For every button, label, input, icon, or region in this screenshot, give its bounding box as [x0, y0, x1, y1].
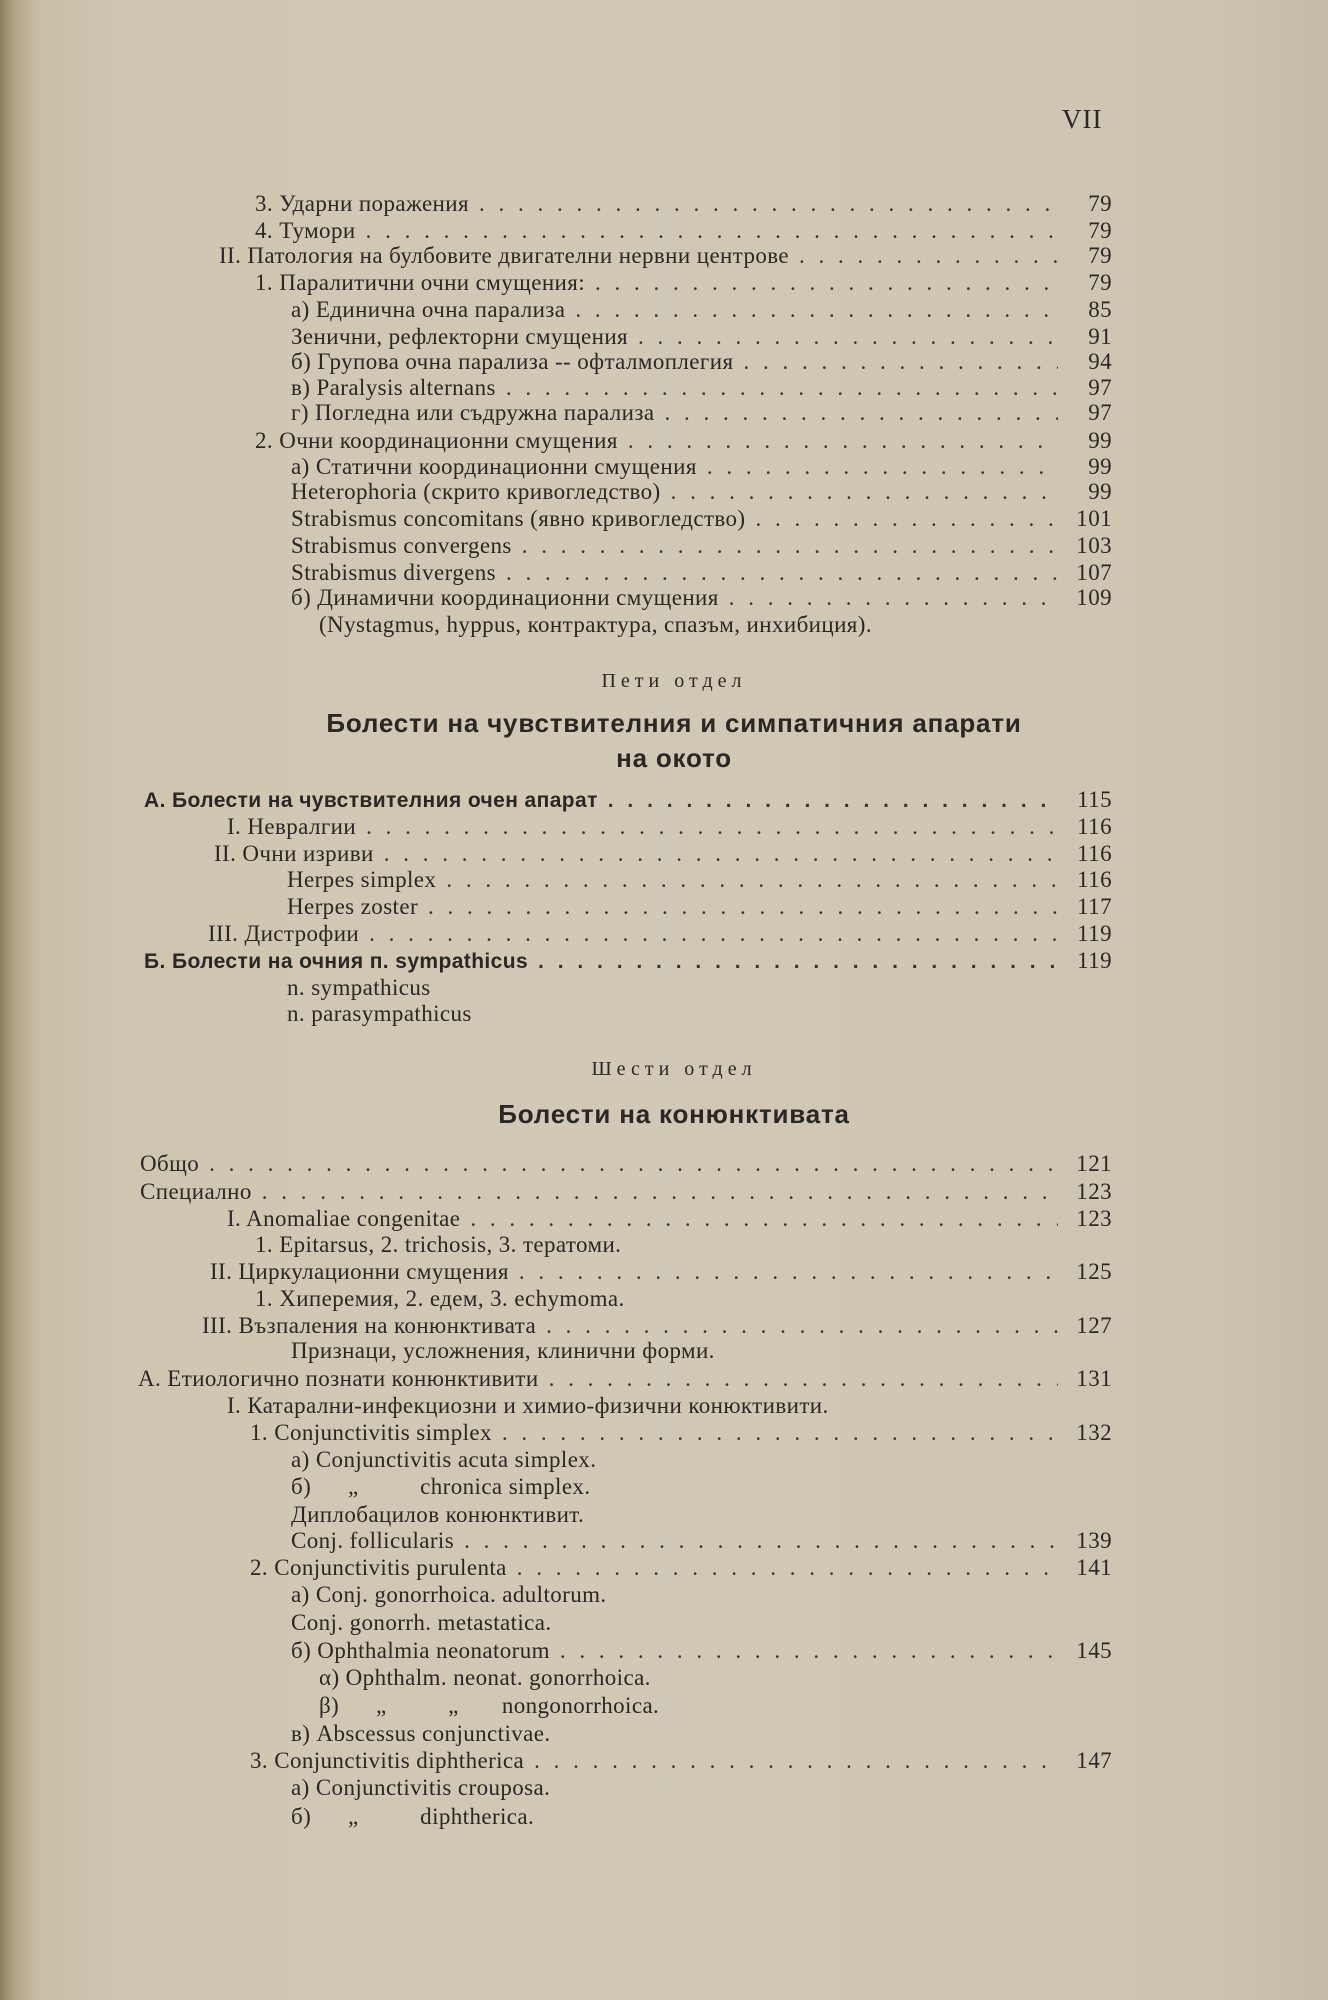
section-label: Шести отдел [591, 1058, 757, 1080]
entry-page: 132 [1076, 1420, 1112, 1445]
entry-page: 85 [1088, 297, 1112, 322]
entry-title: а) Единична очна парализа [291, 297, 566, 322]
entry-page: 97 [1088, 400, 1112, 425]
entry-title: Б. Болести на очния п. sympathicus [144, 950, 529, 973]
toc-subentry [319, 1663, 651, 1693]
entry-title: 4. Тумори [255, 218, 356, 243]
entry-title: б) „ chronica simplex. [291, 1474, 591, 1499]
entry-page: 139 [1076, 1528, 1112, 1553]
entry-page: 79 [1088, 191, 1112, 216]
toc-subentry [287, 999, 472, 1029]
entry-title: I. Anomaliae congenitae [227, 1206, 461, 1231]
entry-title: Herpes zoster [287, 894, 419, 919]
toc-subentry [291, 1773, 550, 1803]
entry-page: 107 [1076, 560, 1112, 585]
dot-leader [538, 947, 1058, 977]
entry-title: а) Conjunctivitis acuta simplex. [291, 1447, 597, 1472]
entry-title: n. sympathicus [287, 975, 431, 1000]
entry-title: 2. Conjunctivitis purulenta [250, 1555, 507, 1580]
entry-page: 116 [1077, 841, 1112, 866]
section-label: Пети отдел [601, 670, 747, 692]
toc-subentry [291, 1580, 607, 1610]
entry-title: n. parasympathicus [287, 1001, 472, 1026]
toc-entry [140, 1149, 1112, 1179]
dot-leader [479, 189, 1058, 219]
toc-entry [287, 865, 1112, 895]
toc-subentry [319, 610, 872, 640]
entry-page: 147 [1076, 1748, 1112, 1773]
entry-title: Признаци, усложнения, клинични форми. [291, 1338, 715, 1363]
toc-subentry [291, 1336, 715, 1366]
entry-page: 123 [1076, 1206, 1112, 1231]
entry-title: б) Групова очна парализа -- офталмоплегия [291, 349, 734, 374]
dot-leader [262, 1177, 1058, 1207]
toc-entry [219, 241, 1112, 271]
entry-page: 125 [1076, 1259, 1112, 1284]
entry-page: 79 [1088, 270, 1112, 295]
entry-title: 3. Conjunctivitis diphtherica [250, 1748, 525, 1773]
toc-subentry [291, 1445, 596, 1475]
toc-entry [291, 504, 1112, 534]
entry-title: в) Paralysis alternans [291, 375, 496, 400]
toc-subentry [255, 1284, 625, 1314]
entry-title: II. Патология на булбовите двигателни нервни центрове [219, 243, 790, 268]
entry-title: β) „ „ nongonorrhoica. [319, 1693, 660, 1718]
entry-title: II. Циркулационни смущения [210, 1259, 509, 1284]
entry-title: б) „ diphtherica. [291, 1804, 535, 1829]
dot-leader [560, 1636, 1058, 1666]
entry-title: III. Дистрофии [208, 921, 360, 946]
entry-page: 116 [1077, 867, 1112, 892]
dot-leader [369, 919, 1058, 949]
entry-title: 1. Epitarsus, 2. trichosis, 3. тератоми. [255, 1232, 622, 1257]
entry-page: 97 [1088, 375, 1112, 400]
dot-leader [522, 531, 1058, 561]
entry-page: 117 [1077, 894, 1112, 919]
entry-page: 121 [1076, 1151, 1112, 1176]
entry-page: 99 [1088, 479, 1112, 504]
entry-title: Heterophoria (скрито кривогледство) [291, 479, 661, 504]
entry-page: 127 [1076, 1313, 1112, 1338]
entry-title: Herpes simplex [287, 867, 437, 892]
toc-entry [140, 1177, 1112, 1207]
entry-page: 131 [1076, 1366, 1112, 1391]
entry-page: 116 [1077, 814, 1112, 839]
toc-entry [291, 398, 1112, 428]
entry-title: г) Погледна или съдружна парализа [291, 400, 655, 425]
entry-page: 79 [1088, 218, 1112, 243]
toc-entry [138, 1364, 1112, 1394]
section-title-line2: на окото [616, 743, 732, 773]
entry-title: α) Ophthalm. neonat. gonorrhoica. [319, 1665, 651, 1690]
toc-subentry [227, 1391, 829, 1421]
entry-title: а) Conjunctivitis crouposa. [291, 1775, 551, 1800]
entry-title: I. Катарални-инфекциозни и химио-физични конюктивити. [227, 1393, 829, 1418]
entry-title: Диплобацилов конюнктивит. [291, 1502, 585, 1527]
entry-page: 115 [1077, 787, 1112, 812]
dot-leader [428, 892, 1058, 922]
entry-page: 109 [1076, 585, 1112, 610]
entry-page: 141 [1076, 1555, 1112, 1580]
entry-title: Conj. follicularis [291, 1528, 455, 1553]
toc-entry [250, 1553, 1112, 1583]
entry-title: III. Възпаления на конюнктивата [202, 1313, 537, 1338]
entry-title: Strabismus divergens [291, 560, 496, 585]
dot-leader [756, 504, 1059, 534]
entry-title: А. Болести на чувствителния очен апарат [144, 789, 598, 812]
dot-leader [519, 1257, 1058, 1287]
toc-entry [255, 268, 1112, 298]
entry-page: 79 [1088, 243, 1112, 268]
dot-leader [799, 241, 1058, 271]
toc-subentry [291, 1608, 552, 1638]
entry-page: 119 [1077, 921, 1112, 946]
entry-page: 99 [1088, 454, 1112, 479]
entry-page: 103 [1076, 533, 1112, 558]
dot-leader [671, 477, 1058, 507]
entry-title: Общо [140, 1151, 200, 1176]
dot-leader [366, 812, 1058, 842]
entry-title: б) Ophthalmia neonatorum [291, 1638, 550, 1663]
entry-page: 91 [1088, 324, 1112, 349]
toc-entry [291, 1526, 1112, 1556]
entry-page: 94 [1088, 349, 1112, 374]
section-title: Болести на конюнктивата [498, 1099, 850, 1129]
toc-entry [291, 531, 1112, 561]
dot-leader [502, 1418, 1058, 1448]
entry-title: б) Динамични координационни смущения [291, 585, 719, 610]
dot-leader [446, 865, 1058, 895]
entry-title: в) Abscessus conjunctivae. [291, 1721, 551, 1746]
entry-title: (Nystagmus, hyppus, контрактура, спазъм, инхибиция). [319, 612, 873, 637]
dot-leader [595, 268, 1058, 298]
toc-entry [227, 812, 1112, 842]
entry-title: а) Статични координационни смущения [291, 454, 697, 479]
dot-leader [664, 398, 1058, 428]
entry-title: 1. Паралитични очни смущения: [255, 270, 586, 295]
dot-leader [729, 583, 1058, 613]
entry-page: 99 [1088, 428, 1112, 453]
entry-page: 145 [1076, 1638, 1112, 1663]
entry-title: А. Етиологично познати конюнктивити [138, 1366, 539, 1391]
dot-leader [575, 295, 1058, 325]
entry-title: I. Невралгии [227, 814, 357, 839]
entry-title: Зенични, рефлекторни смущения [291, 324, 629, 349]
section-title: Болести на чувствителния и симпатичния апарати [326, 708, 1022, 738]
toc-entry [250, 1746, 1112, 1776]
toc-entry [208, 919, 1112, 949]
entry-title: а) Conj. gonorrhoica. adultorum. [291, 1582, 607, 1607]
toc-entry [287, 892, 1112, 922]
entry-page: 119 [1077, 948, 1112, 973]
toc-entry [210, 1257, 1112, 1287]
toc-subentry [319, 1691, 659, 1721]
page-number: VII [1062, 104, 1103, 134]
toc-entry [291, 295, 1112, 325]
entry-page: 123 [1076, 1179, 1112, 1204]
dot-leader [209, 1149, 1058, 1179]
toc-subentry [291, 1719, 551, 1749]
entry-title: Strabismus concomitans (явно кривогледство) [291, 506, 746, 531]
entry-title: Strabismus convergens [291, 533, 512, 558]
dot-leader [517, 1553, 1058, 1583]
entry-title: Conj. gonorrh. metastatica. [291, 1610, 552, 1635]
entry-title: 3. Ударни поражения [255, 191, 469, 216]
entry-title: 2. Очни координационни смущения [255, 428, 618, 453]
dot-leader [549, 1364, 1058, 1394]
toc-subentry [255, 1230, 621, 1260]
toc-entry [291, 1636, 1112, 1666]
entry-page: 101 [1076, 506, 1112, 531]
entry-title: Специално [140, 1179, 252, 1204]
toc-entry [291, 583, 1112, 613]
dot-leader [464, 1526, 1058, 1556]
dot-leader [534, 1746, 1058, 1776]
toc-entry [255, 189, 1112, 219]
entry-title: II. Очни изриви [214, 841, 374, 866]
entry-title: 1. Conjunctivitis simplex [250, 1420, 492, 1445]
toc-subentry [291, 1472, 590, 1502]
toc-entry [291, 477, 1112, 507]
toc-subentry [291, 1802, 534, 1832]
toc-entry [250, 1418, 1112, 1448]
entry-title: 1. Хиперемия, 2. едем, 3. echymoma. [255, 1286, 625, 1311]
